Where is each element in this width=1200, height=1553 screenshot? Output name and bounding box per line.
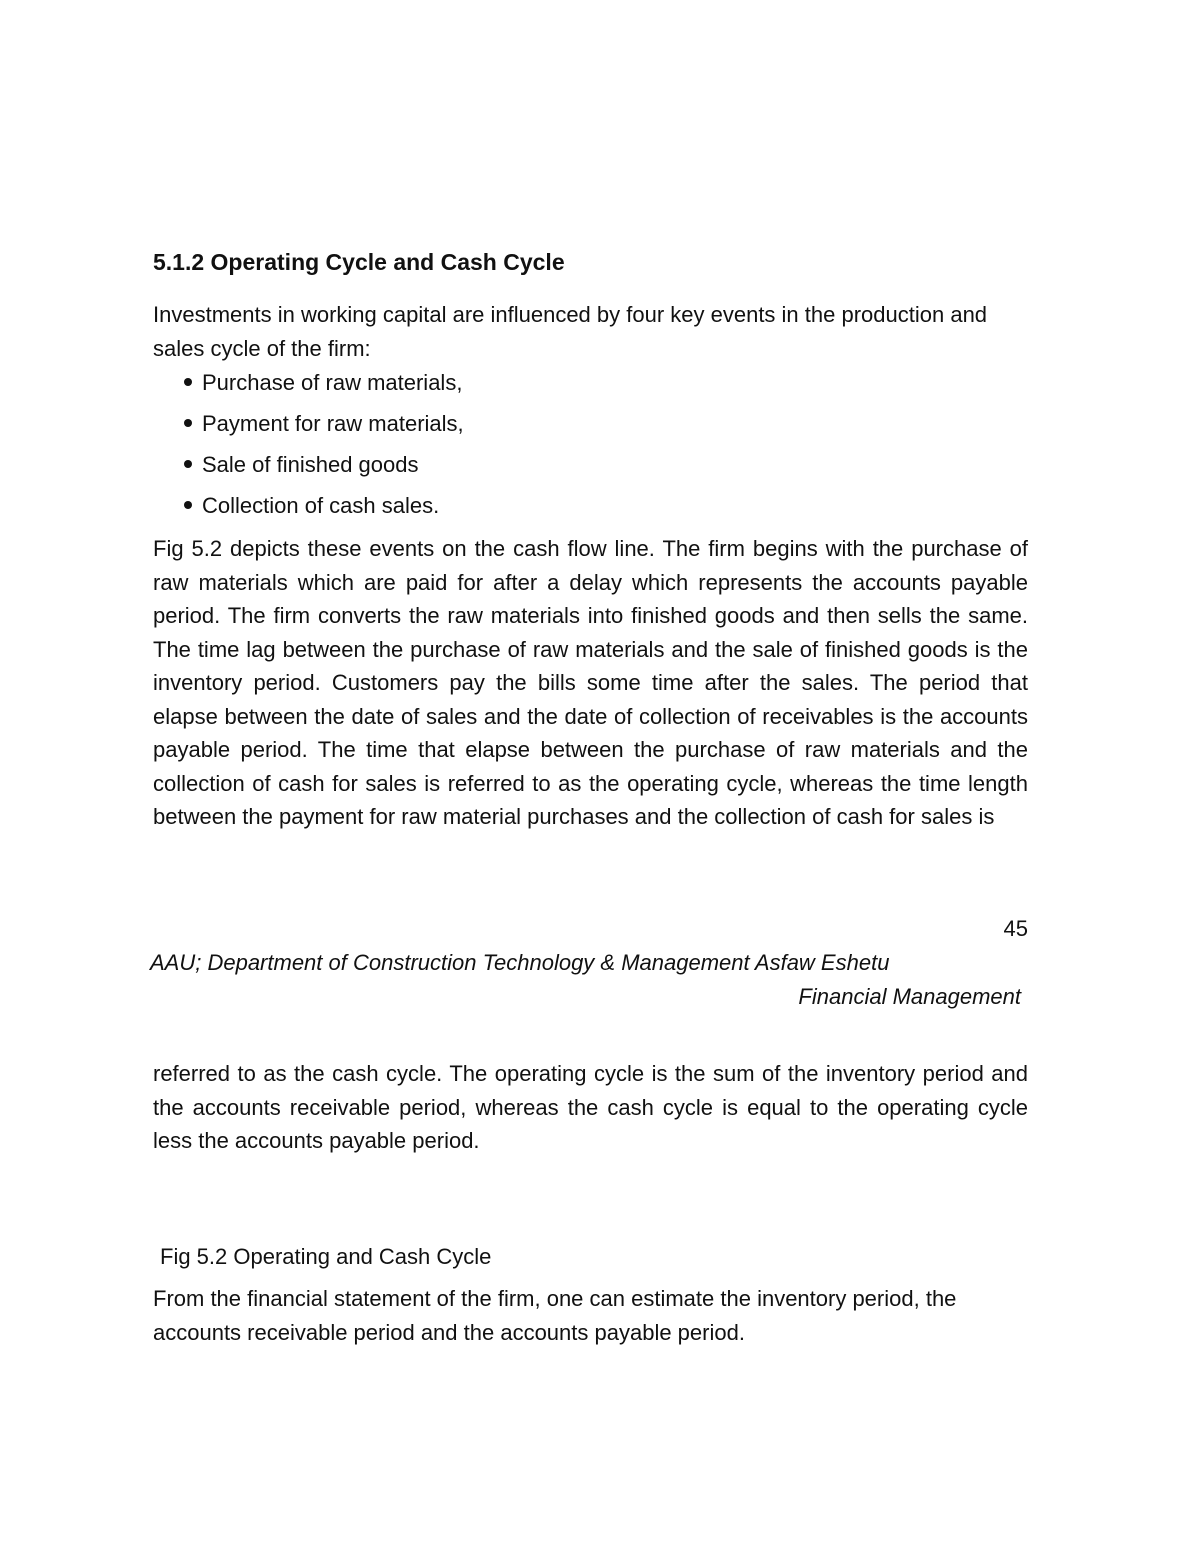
bullet-icon — [184, 460, 192, 468]
footer-course-title: Financial Management — [798, 984, 1021, 1009]
intro-paragraph: Investments in working capital are influenced by four key events in the production and sales cycle of the firm: — [153, 302, 988, 361]
figure-caption: Fig 5.2 Operating and Cash Cycle — [160, 1244, 492, 1269]
body-paragraph-2: referred to as the cash cycle. The operating cycle is the sum of the inventory period and the accounts receivable period, whereas the cash cycle is equal to the operating cycle less the accounts payable period. — [153, 1061, 1028, 1153]
bullet-icon — [184, 378, 192, 386]
page-number: 45 — [1003, 916, 1028, 941]
list-item — [184, 366, 464, 407]
footer-institution: AAU; Department of Construction Technology & Management Asfaw Eshetu — [150, 950, 890, 975]
list-item-text: Purchase of raw materials, — [202, 370, 463, 395]
bullet-icon — [184, 419, 192, 427]
list-item-text: Sale of finished goods — [202, 452, 419, 477]
list-item — [184, 448, 464, 489]
body-paragraph-1: Fig 5.2 depicts these events on the cash flow line. The firm begins with the purchase of raw materials which are paid for after a delay which represents the accounts payable period. The firm converts the raw materials into finished goods and then sells the same. The time lag between the purchase of raw materials and the sale of finished goods is the inventory period. Customers pay the bills some time after the sales. The period that elapse between the date of sales and the date of collection of receivables is the accounts payable period. The time that elapse between the purchase of raw materials and the collection of cash for sales is referred to as the operating cycle, whereas the time length between the payment for raw material purchases and the collection of cash for sales is — [153, 536, 1028, 829]
bullet-icon — [184, 501, 192, 509]
events-list — [184, 366, 464, 530]
list-item — [184, 407, 464, 448]
list-item-text: Payment for raw materials, — [202, 411, 464, 436]
list-item-text: Collection of cash sales. — [202, 493, 440, 518]
section-heading: 5.1.2 Operating Cycle and Cash Cycle — [153, 249, 565, 275]
list-item — [184, 489, 464, 530]
body-paragraph-3: From the financial statement of the firm, one can estimate the inventory period, the accounts receivable period and the accounts payable period. — [153, 1286, 957, 1345]
